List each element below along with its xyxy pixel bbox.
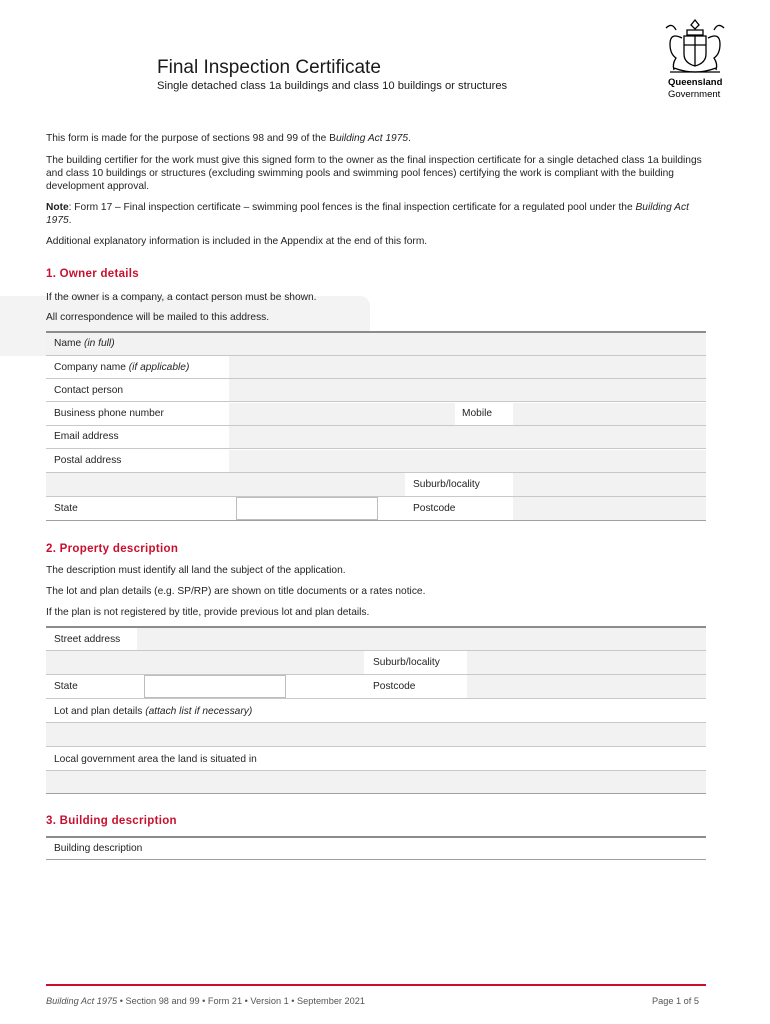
building-description-row[interactable] bbox=[46, 838, 706, 860]
property-postcode-label: Postcode bbox=[373, 681, 416, 692]
page-subtitle: Single detached class 1a buildings and class 10 buildings or structures bbox=[157, 80, 508, 92]
property-note-2: The lot and plan details (e.g. SP/RP) are shown on title documents or a rates notice. bbox=[46, 586, 426, 597]
street-address-label: Street address bbox=[54, 634, 121, 645]
suburb-row bbox=[46, 473, 706, 497]
local-government-label: Local government area the land is situated in bbox=[54, 754, 257, 765]
property-state-label: State bbox=[54, 681, 78, 692]
mobile-label: Mobile bbox=[462, 408, 493, 419]
property-suburb-label: Suburb/locality bbox=[373, 657, 440, 668]
footer-reference: Building Act 1975 • Section 98 and 99 • Form 21 • Version 1 • September 2021 bbox=[46, 996, 365, 1006]
owner-note-2: All correspondence will be mailed to this address. bbox=[46, 312, 270, 323]
intro-paragraph-4: Additional explanatory information is included in the Appendix at the end of this form. bbox=[46, 236, 428, 247]
owner-note-1: If the owner is a company, a contact person must be shown. bbox=[46, 292, 317, 303]
intro-paragraph-1: This form is made for the purpose of sections 98 and 99 of the Building Act 1975. bbox=[46, 133, 411, 144]
property-note-1: The description must identify all land the subject of the application. bbox=[46, 565, 346, 576]
coat-of-arms-icon bbox=[660, 16, 730, 78]
company-row bbox=[46, 356, 706, 379]
lga-label-row bbox=[46, 747, 706, 771]
property-state-row bbox=[46, 675, 706, 699]
section-3-heading: 3. Building description bbox=[46, 815, 177, 827]
owner-state-label: State bbox=[54, 503, 78, 514]
intro-note: Note: Form 17 – Final inspection certificate – swimming pool fences is the final inspection certificate for a regulated pool under the Building Act 1975. bbox=[46, 202, 689, 226]
contact-person-label: Contact person bbox=[54, 385, 124, 396]
logo-wordmark-government: Government bbox=[668, 89, 721, 100]
logo-wordmark-queensland: Queensland bbox=[668, 77, 723, 88]
section-1-heading: 1. Owner details bbox=[46, 268, 139, 280]
page-number: Page 1 of 5 bbox=[652, 996, 699, 1006]
email-label: Email address bbox=[54, 431, 119, 442]
lot-plan-label-row bbox=[46, 699, 706, 723]
lot-plan-field-row bbox=[46, 723, 706, 747]
owner-suburb-label: Suburb/locality bbox=[413, 479, 480, 490]
phone-row bbox=[46, 403, 706, 426]
owner-postcode-label: Postcode bbox=[413, 503, 456, 514]
contact-row bbox=[46, 379, 706, 402]
owner-name-label: Name (in full) bbox=[54, 338, 115, 349]
postal-row bbox=[46, 450, 706, 473]
property-suburb-row bbox=[46, 651, 706, 675]
queensland-government-logo bbox=[660, 16, 730, 112]
page-title: Final Inspection Certificate bbox=[157, 57, 381, 78]
intro-paragraph-2: The building certifier for the work must give this signed form to the owner as the final inspection certificate for a single detached class 1a buildings and class 10 buildings or structures (excluding swimming pools and swimming pool fences) certifying the work is compliant with the building development approval. bbox=[46, 155, 702, 192]
email-row bbox=[46, 426, 706, 449]
business-phone-label: Business phone number bbox=[54, 408, 164, 419]
state-row bbox=[46, 497, 706, 521]
section-2-heading: 2. Property description bbox=[46, 543, 179, 555]
company-name-label: Company name (if applicable) bbox=[54, 362, 190, 373]
lga-field-row bbox=[46, 771, 706, 794]
building-description-label: Building description bbox=[54, 843, 143, 854]
street-row bbox=[46, 628, 706, 651]
footer-rule bbox=[46, 984, 706, 986]
lot-plan-label: Lot and plan details (attach list if necessary) bbox=[54, 706, 253, 717]
postal-address-label: Postal address bbox=[54, 455, 122, 466]
owner-name-row bbox=[46, 333, 706, 356]
property-note-3: If the plan is not registered by title, provide previous lot and plan details. bbox=[46, 607, 370, 618]
